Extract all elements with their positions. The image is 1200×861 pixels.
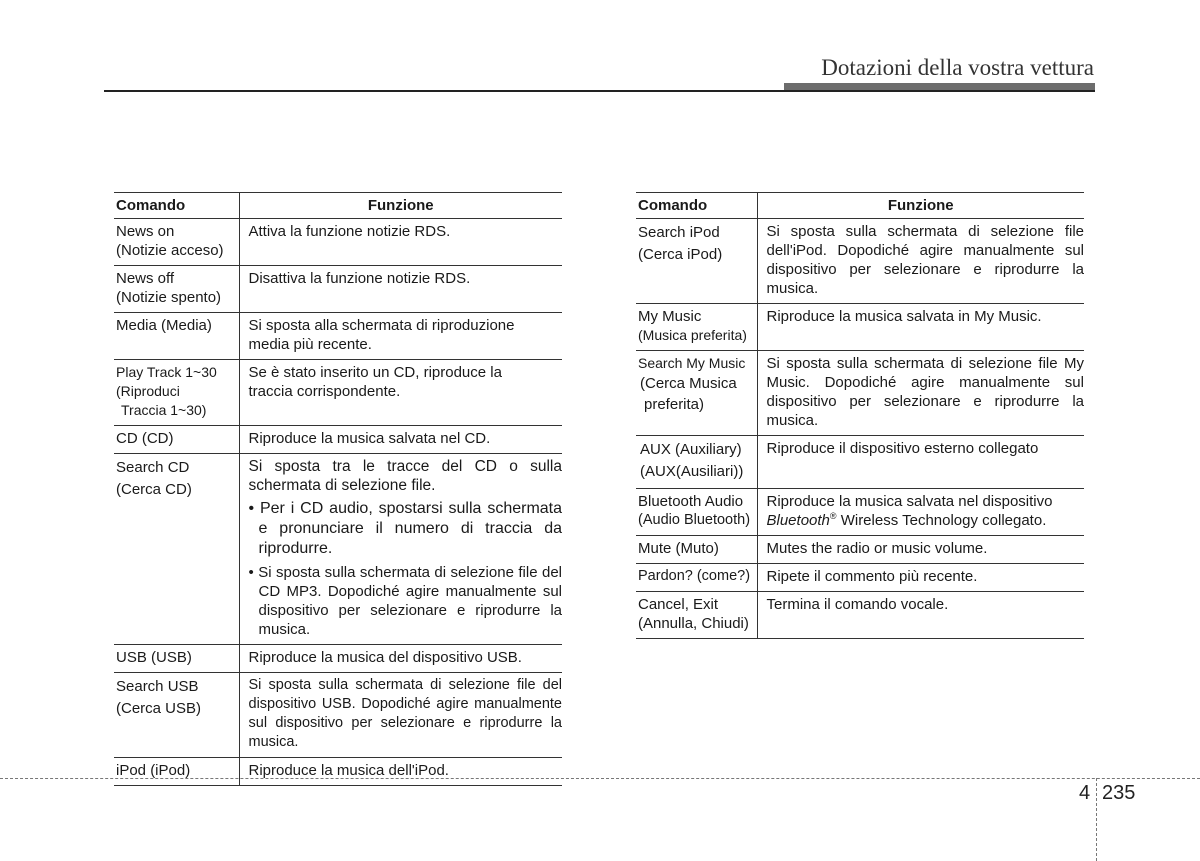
registered-mark: ® xyxy=(829,511,837,521)
function-cell xyxy=(239,426,562,454)
function-text: Ripete il commento più recente. xyxy=(766,568,978,585)
function-text: Termina il comando vocale. xyxy=(766,596,949,613)
function-text-continued xyxy=(767,511,1085,530)
command-cell xyxy=(636,564,757,592)
function-cell xyxy=(239,454,562,645)
function-text: Riproduce la musica salvata nel dispositivo xyxy=(766,493,1053,510)
chapter-number: 4 xyxy=(1079,782,1091,804)
command-cell xyxy=(114,360,239,426)
function-text: Si sposta sulla schermata di selezione file dell'iPod. Dopodiché agire manualmente sul dispositivo per selezionare e riprodurre la musica. xyxy=(766,223,1084,297)
function-text: Riproduce la musica salvata nel CD. xyxy=(248,430,491,447)
function-text-tail: Wireless Technology collegato. xyxy=(836,512,1047,529)
function-cell xyxy=(239,313,562,360)
table-row xyxy=(636,592,1084,639)
command-translation: (Musica preferita) xyxy=(638,327,747,343)
function-text: Si sposta alla schermata di riproduzione media più recente. xyxy=(248,317,515,353)
voice-command-table-left xyxy=(114,192,562,786)
function-text: Riproduce la musica dell'iPod. xyxy=(248,762,449,779)
command-name: Media (Media) xyxy=(116,317,212,334)
command-translation: preferita) xyxy=(644,396,705,413)
command-cell xyxy=(636,219,757,304)
function-text: Disattiva la funzione notizie RDS. xyxy=(248,270,471,287)
command-translation: (Riproduci xyxy=(116,383,180,399)
table-row xyxy=(636,219,1084,304)
function-cell xyxy=(757,436,1084,489)
function-cell xyxy=(239,219,562,266)
function-cell xyxy=(757,564,1084,592)
command-name: News off xyxy=(116,270,175,287)
function-cell xyxy=(757,592,1084,639)
command-cell xyxy=(114,219,239,266)
column-header-command: Comando xyxy=(114,193,239,219)
header-rule xyxy=(104,90,784,92)
command-name: USB (USB) xyxy=(116,649,192,666)
command-cell xyxy=(114,454,239,645)
header-rule-accent xyxy=(784,83,1095,92)
command-name: Mute (Muto) xyxy=(638,540,719,557)
command-cell xyxy=(114,673,239,758)
command-cell xyxy=(636,489,757,536)
bullet-item: • Per i CD audio, spostarsi sulla schermata e pronunciare il numero di traccia da riprodurre. xyxy=(249,499,563,559)
command-name: Bluetooth Audio xyxy=(638,493,744,510)
command-translation: (AUX(Ausiliari)) xyxy=(640,463,744,480)
command-cell xyxy=(114,313,239,360)
table-row xyxy=(636,351,1084,436)
command-cell xyxy=(636,592,757,639)
function-cell xyxy=(239,360,562,426)
command-name: Play Track 1~30 xyxy=(116,364,217,380)
command-name: News on xyxy=(116,223,175,240)
function-cell xyxy=(757,351,1084,436)
footer-dashed-rule xyxy=(0,778,1200,779)
command-name: Search My Music xyxy=(638,355,746,371)
page-number: 235 xyxy=(1102,782,1136,804)
function-cell xyxy=(757,536,1084,564)
table-row xyxy=(636,536,1084,564)
table-row xyxy=(636,564,1084,592)
command-name: Search iPod xyxy=(638,224,720,241)
command-cell xyxy=(636,351,757,436)
function-cell xyxy=(239,673,562,758)
function-cell xyxy=(757,219,1084,304)
function-cell xyxy=(757,304,1084,351)
function-cell xyxy=(239,645,562,673)
table-row xyxy=(114,645,562,673)
table-row xyxy=(114,313,562,360)
command-name: Search USB xyxy=(116,678,199,695)
table-row xyxy=(114,454,562,645)
command-cell xyxy=(114,645,239,673)
table-row xyxy=(114,758,562,786)
table-row xyxy=(114,360,562,426)
footer-dashed-divider xyxy=(1096,778,1097,861)
function-cell xyxy=(239,758,562,786)
command-cell xyxy=(636,436,757,489)
command-translation: (Audio Bluetooth) xyxy=(638,512,751,528)
command-cell xyxy=(636,304,757,351)
table-row xyxy=(636,304,1084,351)
command-translation: (Annulla, Chiudi) xyxy=(638,615,749,632)
table-row xyxy=(636,436,1084,489)
command-name: Pardon? (come?) xyxy=(638,568,751,584)
command-name: iPod (iPod) xyxy=(116,762,191,779)
page-header-title: Dotazioni della vostra vettura xyxy=(821,55,1094,80)
table-header-row xyxy=(636,193,1084,219)
function-text: Si sposta sulla schermata di selezione file My Music. Dopodiché agire manualmente sul dispositivo per selezionare e riprodurre la musica. xyxy=(766,355,1084,429)
table-row xyxy=(114,426,562,454)
command-name: My Music xyxy=(638,308,702,325)
column-header-command: Comando xyxy=(636,193,757,219)
table-row xyxy=(114,219,562,266)
command-name: CD (CD) xyxy=(116,430,174,447)
command-translation: Traccia 1~30) xyxy=(121,402,207,418)
command-translation: (Cerca Musica xyxy=(640,375,737,392)
function-text: Riproduce la musica salvata in My Music. xyxy=(766,308,1042,325)
function-cell xyxy=(757,489,1084,536)
voice-command-table-right xyxy=(636,192,1084,639)
column-header-function: Funzione xyxy=(239,193,562,219)
table-row xyxy=(636,489,1084,536)
command-translation: (Cerca USB) xyxy=(116,700,202,717)
command-cell xyxy=(114,426,239,454)
function-text: Riproduce la musica del dispositivo USB. xyxy=(248,649,522,666)
command-name: Cancel, Exit xyxy=(638,596,719,613)
function-cell xyxy=(239,266,562,313)
command-translation: (Notizie spento) xyxy=(116,289,222,306)
function-text: Attiva la funzione notizie RDS. xyxy=(248,223,451,240)
command-name: Search CD xyxy=(116,459,190,476)
table-header-row xyxy=(114,193,562,219)
bullet-item: • Si sposta sulla schermata di selezione file del CD MP3. Dopodiché agire manualmente sul dispositivo per selezionare e riprodurre la musica. xyxy=(249,563,563,639)
command-translation: (Cerca iPod) xyxy=(638,246,723,263)
bluetooth-brand-text: Bluetooth xyxy=(766,512,830,529)
function-text: Mutes the radio or music volume. xyxy=(766,540,988,557)
function-text: Se è stato inserito un CD, riproduce la traccia corrispondente. xyxy=(248,364,502,400)
table-row xyxy=(114,266,562,313)
function-text: Riproduce il dispositivo esterno collegato xyxy=(766,440,1039,457)
command-translation: (Notizie acceso) xyxy=(116,242,224,259)
function-text: Si sposta tra le tracce del CD o sulla schermata di selezione file. xyxy=(248,458,562,494)
table-row xyxy=(114,673,562,758)
column-header-function: Funzione xyxy=(757,193,1084,219)
command-translation: (Cerca CD) xyxy=(116,481,192,498)
command-cell xyxy=(114,758,239,786)
function-text: Si sposta sulla schermata di selezione file del dispositivo USB. Dopodiché agire manualmente sul dispositivo per selezionare e riprodurre la musica. xyxy=(248,677,562,750)
command-cell xyxy=(636,536,757,564)
command-cell xyxy=(114,266,239,313)
command-name: AUX (Auxiliary) xyxy=(640,441,742,458)
